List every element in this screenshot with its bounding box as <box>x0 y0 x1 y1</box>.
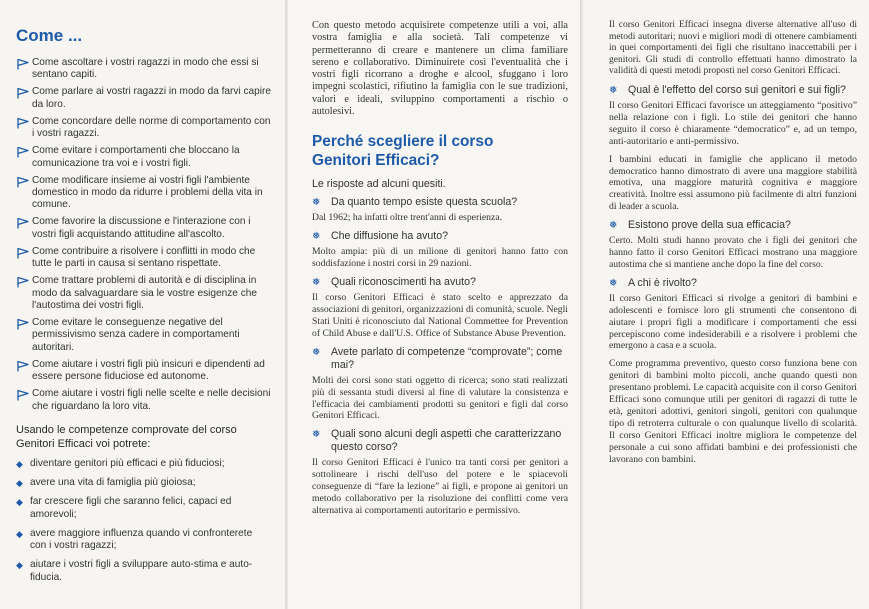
panel-right <box>583 0 869 609</box>
how-to-item <box>16 175 271 212</box>
benefit-text: diventare genitori più efficaci e più fiduciosi; <box>30 458 225 470</box>
how-to-text: Come contribuire a risolvere i conflitti in modo che tutte le parti in causa si sentano rispettate. <box>32 245 256 270</box>
how-to-text: Come evitare le conseguenze negative del permissivismo senza cadere in comportamenti autoritari. <box>32 317 240 353</box>
snowflake-icon: ❅ <box>312 197 321 209</box>
benefit-text: aiutare i vostri figli a sviluppare auto-stima e auto-fiducia. <box>30 559 253 583</box>
question <box>312 428 568 454</box>
how-to-text: Come favorire la discussione e l'interazione con i vostri figli acquistando attitudine all'ascolto. <box>32 216 251 240</box>
benefit-text: avere maggiore influenza quando vi confronterete con i vostri ragazzi; <box>30 527 253 552</box>
pennant-flag-icon <box>16 389 32 401</box>
pennant-flag-icon <box>16 217 32 229</box>
pennant-flag-icon <box>16 360 32 372</box>
how-to-text: Come evitare i comportamenti che bloccano la comunicazione tra voi e i vostri figli. <box>32 145 240 169</box>
diamond-icon: ◆ <box>16 497 23 508</box>
answer: Il corso Genitori Efficaci favorisce un atteggiamento “positivo” nella relazione con i figli. Lo stile dei genitori che hanno seguito il corso è chiaramente “democratico” e, ad un tempo, anti-autoritario e anti-permissivo. <box>609 99 857 147</box>
snowflake-icon: ❅ <box>312 277 321 289</box>
how-to-item <box>16 317 271 354</box>
benefit-item <box>16 477 271 490</box>
question-text: A chi è rivolto? <box>628 276 697 289</box>
how-to-text: Come modificare insieme ai vostri figli l'ambiente domestico in modo da ridurre i problemi della vita in comune. <box>32 174 263 211</box>
answer: Il corso Genitori Efficaci è stato scelto e apprezzato da associazioni di genitori, organizzazioni di comunità, scuole. Negli Stati Uniti è riconosciuto dal National Commettee for Prevention of Child Abuse e dall'U.S. Office of Substance Abuse Prevention. <box>312 292 568 339</box>
how-to-text: Come ascoltare i vostri ragazzi in modo che essi si sentano capiti. <box>32 57 259 81</box>
how-to-text: Come concordare delle norme di comportamento con i vostri ragazzi. <box>32 115 271 140</box>
qa-lead: Le risposte ad alcuni quesiti. <box>312 178 446 191</box>
snowflake-icon: ❅ <box>312 429 321 441</box>
how-to-text: Come parlare ai vostri ragazzi in modo da farvi capire da loro. <box>32 86 271 110</box>
question-text: Quali riconoscimenti ha avuto? <box>331 276 476 289</box>
snowflake-icon: ❅ <box>312 346 321 358</box>
answer: Il corso Genitori Efficaci si rivolge a genitori di bambini e adolescenti e fornisce loro gli strumenti che consentono di aiutare i propri figli a modificare i comportamenti che essi percepiscono come indesiderabili e a risolvere i problemi che emergono a casa e a scuola. <box>609 292 857 352</box>
how-to-item <box>16 275 271 312</box>
benefits-list <box>16 458 271 584</box>
benefit-item <box>16 528 271 553</box>
answer: Il corso Genitori Efficaci è l'unico tra tanti corsi per genitori a sottolineare i rischi dell'uso del potere e le spiacevoli conseguenze di “fare la lezione” ai figli, e propone ai genitori un metodo collaborativo per la risoluzione dei conflitti come vera alternativa ai comportamenti autoritario e permissivo. <box>312 457 568 516</box>
benefit-text: far crescere figli che saranno felici, capaci ed amorevoli; <box>30 496 232 520</box>
answer: Certo. Molti studi hanno provato che i figli dei genitori che hanno fatto il corso Genitori Efficaci mostrano una maggiore autostima che si mantiene anche dopo la fine del corso. <box>609 235 857 270</box>
panel-middle <box>288 0 580 609</box>
how-to-item <box>16 359 271 384</box>
how-to-item <box>16 116 271 141</box>
benefit-item <box>16 496 271 521</box>
how-to-list <box>16 57 271 413</box>
answer: Molti dei corsi sono stati oggetto di ricerca; sono stati realizzati più di sessanta studi diversi al fine di valutare la consistenza e l'efficacia dei cambiamenti prodotti su genitori e figli dal corso Genitori Efficaci. <box>312 374 568 422</box>
snowflake-icon: ❅ <box>609 84 618 96</box>
pennant-flag-icon <box>16 117 32 129</box>
qa-list <box>609 84 857 466</box>
opening-paragraph: Il corso Genitori Efficaci insegna diverse alternative all'uso di metodi autoritari; nuovi e migliori modi di ottenere cambiamenti in quei comportamenti dei figli che risultano inaccettabili per i genitori. Gli studi di controllo effettuati hanno dimostrato la validità di questi metodi proposti nel corso Genitori Efficaci. <box>609 20 857 77</box>
come-heading: Come ... <box>16 26 83 45</box>
question-text: Che diffusione ha avuto? <box>331 230 449 243</box>
opening-paragraph: Con questo metodo acquisirete competenze utili a voi, alla vostra famiglia e alla società. Tali competenze vi permetteranno di creare e mantenere un clima familiare sereno e collaborativo. Diminuirete così l'eventualità che i vostri figli ricorrano a droghe e alcool, sfuggano i loro impegni scolastici, rifiutino la famiglia con le sue tradizioni, valori e ideali, sviluppino comportamenti a rischio o autolesivi. <box>312 20 568 118</box>
how-to-text: Come aiutare i vostri figli nelle scelte e nelle decisioni che riguardano la loro vita. <box>32 388 271 412</box>
pennant-flag-icon <box>16 146 32 158</box>
question <box>312 276 568 289</box>
how-to-item <box>16 216 271 241</box>
question-text: Esistono prove della sua efficacia? <box>628 219 791 232</box>
pennant-flag-icon <box>16 247 32 259</box>
pennant-flag-icon <box>16 318 32 330</box>
question-text: Da quanto tempo esiste questa scuola? <box>331 196 518 209</box>
question <box>312 346 568 372</box>
how-to-text: Come aiutare i vostri figli più insicuri e dipendenti ad essere persone fiduciose ed autonome. <box>32 358 265 383</box>
benefit-text: avere una vita di famiglia più gioiosa; <box>30 477 196 489</box>
how-to-item <box>16 145 271 170</box>
snowflake-icon: ❅ <box>609 277 618 289</box>
how-to-item <box>16 388 271 413</box>
answer-continued: Come programma preventivo, questo corso funziona bene con genitori di bambini molto piccoli, anche quando questi non presentano problemi. Le capacità acquisite con il corso Genitori Efficaci sono comunque utili per genitori di ragazzi di tutte le età, genitori adottivi, genitori singoli, genitori con qualunque tipo di retroterra culturale o con qualunque livello di scolarità. Il corso Genitori Efficaci inoltre migliora le competenze del personale a cui sono affidati bambini e dei professionisti che lavorano con bambini. <box>609 358 857 465</box>
pennant-flag-icon <box>16 276 32 288</box>
question <box>312 230 568 243</box>
how-to-item <box>16 246 271 271</box>
diamond-icon: ◆ <box>16 478 23 489</box>
question <box>609 277 857 290</box>
question <box>609 219 857 232</box>
panel-left <box>0 0 285 609</box>
question-text: Quali sono alcuni degli aspetti che caratterizzano questo corso? <box>331 428 562 454</box>
answer: Molto ampia: più di un milione di genitori hanno fatto con soddisfazione i nostri corsi in 29 nazioni. <box>312 246 568 270</box>
diamond-icon: ◆ <box>16 528 23 539</box>
how-to-text: Come trattare problemi di autorità e di disciplina in modo da salvaguardare sia le vostre esigenze che l'autostima dei vostri figli. <box>32 275 257 312</box>
pennant-flag-icon <box>16 58 32 70</box>
question-text: Avete parlato di competenze “comprovate”; come mai? <box>331 345 563 371</box>
how-to-item <box>16 57 271 82</box>
section-title <box>312 132 568 170</box>
question-text: Qual è l'effetto del corso sui genitori e sui figli? <box>628 83 846 96</box>
benefits-intro: Usando le competenze comprovate del corso Genitori Efficaci voi potrete: <box>16 424 237 451</box>
answer: Dal 1962; ha infatti oltre trent'anni di esperienza. <box>312 212 503 224</box>
how-to-item <box>16 86 271 111</box>
pennant-flag-icon <box>16 176 32 188</box>
diamond-icon: ◆ <box>16 459 23 470</box>
section-title-line-1: Perché scegliere il corso <box>312 133 494 151</box>
benefit-item <box>16 559 271 584</box>
benefit-item <box>16 458 271 471</box>
snowflake-icon: ❅ <box>312 231 321 243</box>
pennant-flag-icon <box>16 87 32 99</box>
snowflake-icon: ❅ <box>609 220 618 232</box>
question <box>312 196 568 209</box>
question <box>609 84 857 97</box>
section-title-line-2: Genitori Efficaci? <box>312 152 440 170</box>
answer-continued: I bambini educati in famiglie che applicano il metodo democratico hanno dimostrato di avere una maggiore stabilità emotiva, una maggiore maturità cognitiva e maggiore creatività. Inoltre essi assumono più facilmente di altri funzioni di leader a scuola. <box>609 153 857 213</box>
qa-list <box>312 196 568 517</box>
diamond-icon: ◆ <box>16 560 23 571</box>
